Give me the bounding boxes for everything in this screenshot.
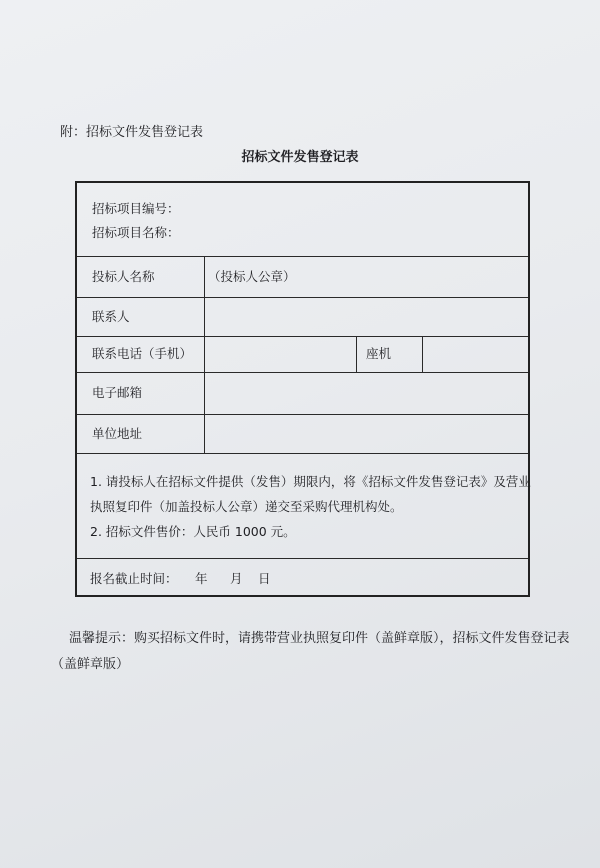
project-name-label: 招标项目名称： <box>92 225 180 240</box>
email-label: 电子邮箱 <box>92 385 143 400</box>
deadline-label: 报名截止时间： <box>90 571 178 586</box>
bidder-name-label: 投标人名称 <box>92 269 155 284</box>
column-divider <box>204 256 205 453</box>
row-divider <box>77 256 528 257</box>
note-line: 2. 招标文件售价：人民币 1000 元。 <box>90 524 296 539</box>
mobile-phone-label: 联系电话（手机） <box>92 346 193 361</box>
note-line: 1. 请投标人在招标文件提供（发售）期限内，将《招标文件发售登记表》及营业 <box>90 474 531 489</box>
landline-label: 座机 <box>366 346 392 361</box>
row-divider <box>77 372 528 373</box>
column-divider <box>422 336 423 372</box>
note-line: 执照复印件（加盖投标人公章）递交至采购代理机构处。 <box>90 499 403 514</box>
row-divider <box>77 414 528 415</box>
contact-person-label: 联系人 <box>92 309 130 324</box>
bidder-seal-placeholder: （投标人公章） <box>208 269 296 284</box>
reminder-text: （盖鲜章版） <box>51 657 130 672</box>
deadline-day: 日 <box>258 571 271 586</box>
column-divider <box>356 336 357 372</box>
address-label: 单位地址 <box>92 426 143 441</box>
row-divider <box>77 453 528 454</box>
registration-form-table <box>75 181 530 597</box>
attachment-label: 附：招标文件发售登记表 <box>60 125 204 140</box>
form-title: 招标文件发售登记表 <box>241 150 359 165</box>
project-number-label: 招标项目编号： <box>92 201 180 216</box>
reminder-text: 温馨提示：购买招标文件时，请携带营业执照复印件（盖鲜章版），招标文件发售登记表 <box>69 631 570 646</box>
row-divider <box>77 336 528 337</box>
deadline-year: 年 <box>195 571 208 586</box>
row-divider <box>77 297 528 298</box>
row-divider <box>77 558 528 559</box>
deadline-month: 月 <box>230 571 243 586</box>
